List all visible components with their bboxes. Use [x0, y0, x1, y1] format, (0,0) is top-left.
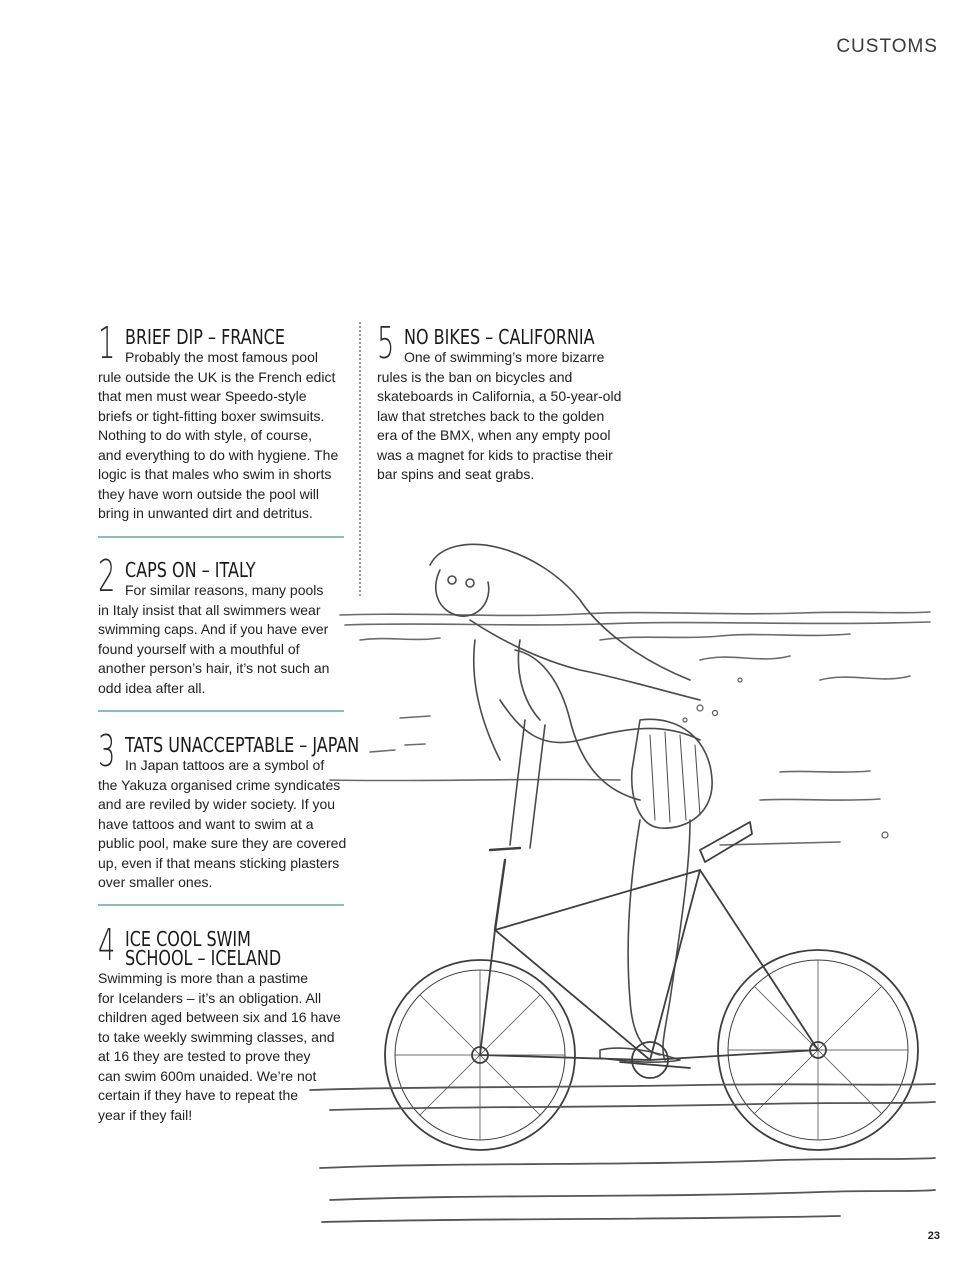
underwater-cyclist-illustration: [300, 520, 940, 1235]
custom-item-5: [377, 318, 647, 485]
water-surface-lines: [330, 612, 930, 845]
item-number: 1: [98, 318, 116, 369]
item-number: 3: [98, 726, 116, 777]
item-body: Probably the most famous pool rule outside the UK is the French edict that men must wear Speedo-style briefs or tight-fitting boxer swimsuits. Nothing to do with style, of course, and everything to do with hygiene. The logic is that males who swim in shorts they have worn outside the pool will bring in unwanted dirt and detritus.: [98, 349, 339, 521]
bubbles: [683, 678, 888, 838]
item-title-line2: SCHOOL – ICELAND: [125, 946, 282, 970]
item-body: In Japan tattoos are a symbol of the Yakuza organised crime syndicates and are reviled by wider society. If you have tattoos and want to swim at a public pool, make sure they are covered up, even if that means sticking plasters over smaller ones.: [98, 757, 347, 890]
item-body: One of swimming’s more bizarre rules is the ban on bicycles and skateboards in California, a 50-year-old law that stretches back to the golden era of the BMX, when any empty pool was a magnet for kids to practise their bar spins and seat grabs.: [377, 349, 622, 482]
section-label: CUSTOMS: [836, 36, 938, 57]
pool-floor-lines: [310, 1084, 935, 1222]
item-number: 4: [98, 920, 116, 971]
item-body: Swimming is more than a pastime for Icelanders – it’s an obligation. All children aged between six and 16 have to take weekly swimming classes, and at 16 they are tested to prove they can swim 600m unaided. We’re not certain if they have to repeat the year if they fail!: [98, 970, 341, 1123]
item-body: For similar reasons, many pools in Italy insist that all swimmers wear swimming caps. And if you have ever found yourself with a mouthful of another person’s hair, it’s not such an odd idea after all.: [98, 582, 330, 696]
item-title: TATS UNACCEPTABLE – JAPAN: [125, 733, 360, 757]
item-number: 2: [98, 551, 116, 602]
custom-item-1: [98, 318, 358, 524]
item-title: CAPS ON – ITALY: [125, 558, 256, 582]
item-title-line1: ICE COOL SWIM: [125, 927, 251, 951]
item-number: 5: [377, 318, 395, 369]
item-title: NO BIKES – CALIFORNIA: [404, 325, 595, 349]
item-title: BRIEF DIP – FRANCE: [125, 325, 285, 349]
page-number: 23: [927, 1230, 940, 1242]
bicycle: [385, 822, 918, 1150]
